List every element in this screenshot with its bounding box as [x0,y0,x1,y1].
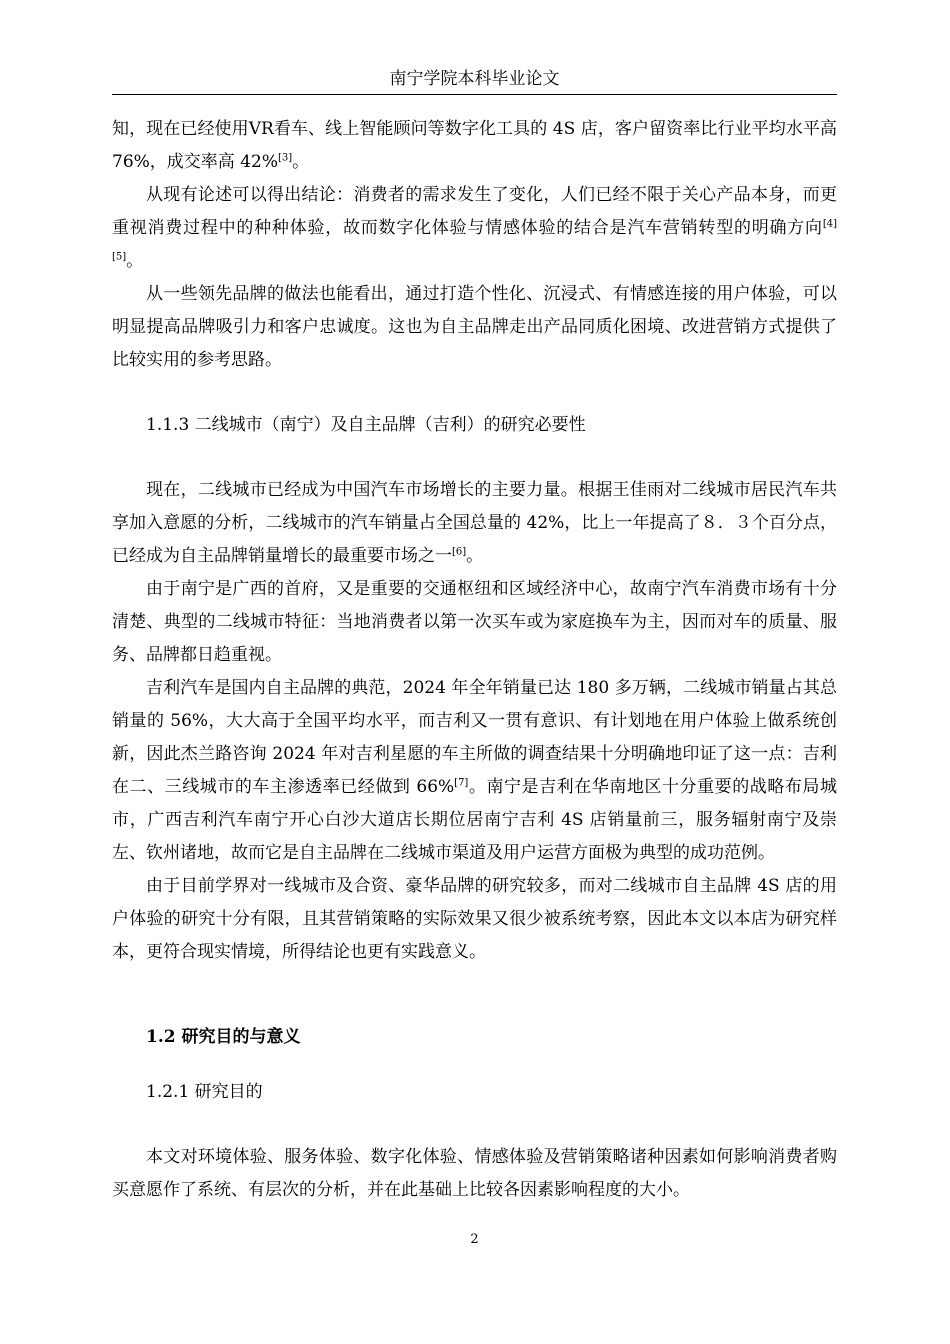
paragraph: 由于目前学界对一线城市及合资、豪华品牌的研究较多，而对二线城市自主品牌 4S 店的用户体验的研究十分有限，且其营销策略的实际效果又很少被系统考察，因此本文以本店为研究样本，更符合现实情境，所得结论也更有实践意义。 [112,876,837,962]
citation[interactable]: [4] [5] [112,218,837,263]
page-header [112,68,837,95]
section-heading: 1.2 研究目的与意义 [146,1027,301,1047]
paragraph: 现在，二线城市已经成为中国汽车市场增长的主要力量。根据王佳雨对二线城市居民汽车共享加入意愿的分析，二线城市的汽车销量占全国总量的 42%，比上一年提高了８．３个百分点，已经成为自主品牌销量增长的最重要市场之一[6]。 [112,480,837,566]
citation[interactable]: [3] [277,152,293,164]
document-body [112,113,837,1207]
paragraph: 从一些领先品牌的做法也能看出，通过打造个性化、沉浸式、有情感连接的用户体验，可以明显提高品牌吸引力和客户忠诚度。这也为自主品牌走出产品同质化困境、改进营销方式提供了比较实用的参考思路。 [112,284,837,370]
paragraph: 本文对环境体验、服务体验、数字化体验、情感体验及营销策略诸种因素如何影响消费者购买意愿作了系统、有层次的分析，并在此基础上比较各因素影响程度的大小。 [112,1147,837,1200]
subsection-heading: 1.1.3 二线城市（南宁）及自主品牌（吉利）的研究必要性 [146,415,586,435]
page-number: 2 [470,1232,479,1247]
paragraph: 知，现在已经使用VR看车、线上智能顾问等数字化工具的 4S 店，客户留资率比行业平均水平高 76%，成交率高 42%[3]。 [112,119,837,172]
paragraph: 由于南宁是广西的首府，又是重要的交通枢纽和区域经济中心，故南宁汽车消费市场有十分清楚、典型的二线城市特征：当地消费者以第一次买车或为家庭换车为主，因而对车的质量、服务、品牌都日趋重视。 [112,579,837,665]
paragraph: 从现有论述可以得出结论：消费者的需求发生了变化，人们已经不限于关心产品本身，而更重视消费过程中的种种体验，故而数字化体验与情感体验的结合是汽车营销转型的明确方向[4] [5]。 [112,185,837,271]
paragraph: 吉利汽车是国内自主品牌的典范，2024 年全年销量已达 180 多万辆，二线城市销量占其总销量的 56%，大大高于全国平均水平，而吉利又一贯有意识、有计划地在用户体验上做系统创新，因此杰兰路咨询 2024 年对吉利星愿的车主所做的调查结果十分明确地印证了这一点：吉利在二、三线城市的车主渗透率已经做到 66%[7]。南宁是吉利在华南地区十分重要的战略布局城市，广西吉利汽车南宁开心白沙大道店长期位居南宁吉利 4S 店销量前三，服务辐射南宁及崇左、钦州诸地，故而它是自主品牌在二线城市渠道及用户运营方面极为典型的成功范例。 [112,678,837,863]
header-title: 南宁学院本科毕业论文 [389,69,560,89]
citation[interactable]: [7] [454,777,469,789]
citation[interactable]: [6] [452,546,467,558]
subsection-heading: 1.2.1 研究目的 [146,1082,263,1102]
